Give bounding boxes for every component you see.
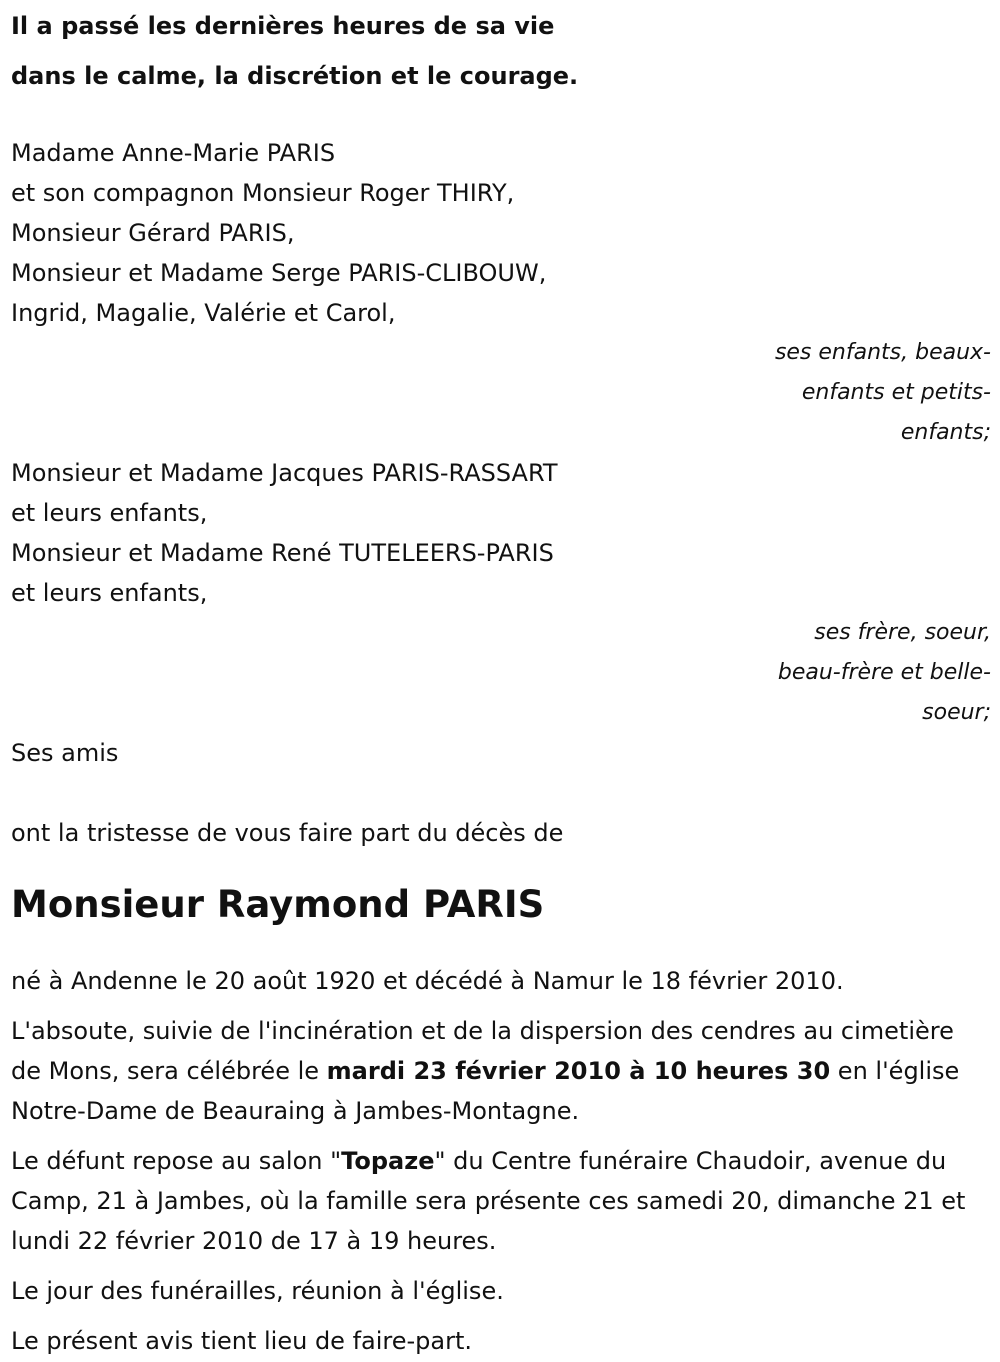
intro-line-1: Il a passé les dernières heures de sa vie: [11, 12, 555, 40]
birth-death-line: né à Andenne le 20 août 1920 et décédé à Namur le 18 février 2010.: [11, 967, 844, 995]
salon-name: Topaze: [341, 1147, 435, 1175]
family-name-line: et leurs enfants,: [11, 499, 208, 527]
rest-text-post: " du Centre funéraire Chaudoir, avenue du Camp, 21 à Jambes, où la famille sera présente ces samedi 20, dimanche 21 et lundi 22 février 2010 de 17 à 19 heures.: [11, 1147, 966, 1255]
rest-paragraph: [11, 1141, 991, 1261]
obituary-notice: [11, 0, 991, 1361]
family-group-1-relation: [11, 333, 991, 453]
intro-text: [11, 0, 991, 101]
rest-text-pre: Le défunt repose au salon ": [11, 1147, 342, 1175]
family-name-line: et leurs enfants,: [11, 579, 208, 607]
ceremony-paragraph: [11, 1011, 991, 1131]
relation-line: beau-frère et belle-: [777, 660, 991, 685]
family-group-2-relation: [11, 613, 991, 733]
family-name-line: Monsieur et Madame Serge PARIS-CLIBOUW,: [11, 259, 547, 287]
family-group-1-names: [11, 133, 991, 333]
ceremony-text-pre: L'absoute, suivie de l'incinération et de la dispersion des cendres au cimetière de Mons, sera célébrée le: [11, 1017, 954, 1085]
relation-line: enfants;: [900, 420, 991, 445]
intro-line-2: dans le calme, la discrétion et le courage.: [11, 62, 579, 90]
family-name-line: Monsieur et Madame Jacques PARIS-RASSART: [11, 459, 558, 487]
deceased-name: Monsieur Raymond PARIS: [11, 883, 545, 926]
relation-line: ses enfants, beaux-: [774, 340, 991, 365]
family-name-line: Ingrid, Magalie, Valérie et Carol,: [11, 299, 396, 327]
relation-line: soeur;: [922, 700, 991, 725]
notice-line: Le présent avis tient lieu de faire-part.: [11, 1327, 473, 1355]
family-group-2-names: [11, 453, 991, 613]
ceremony-date: mardi 23 février 2010 à 10 heures 30: [326, 1057, 831, 1085]
relation-line: ses frère, soeur,: [814, 620, 991, 645]
friends-line: Ses amis: [11, 739, 119, 767]
family-name-line: Monsieur Gérard PARIS,: [11, 219, 295, 247]
family-name-line: Madame Anne-Marie PARIS: [11, 139, 336, 167]
ceremony-text-post: en l'église Notre-Dame de Beauraing à Jambes-Montagne.: [11, 1057, 960, 1125]
announcement-line: ont la tristesse de vous faire part du décès de: [11, 819, 564, 847]
relation-line: enfants et petits-: [801, 380, 991, 405]
family-name-line: et son compagnon Monsieur Roger THIRY,: [11, 179, 515, 207]
funeral-day-line: Le jour des funérailles, réunion à l'église.: [11, 1277, 504, 1305]
family-name-line: Monsieur et Madame René TUTELEERS-PARIS: [11, 539, 554, 567]
